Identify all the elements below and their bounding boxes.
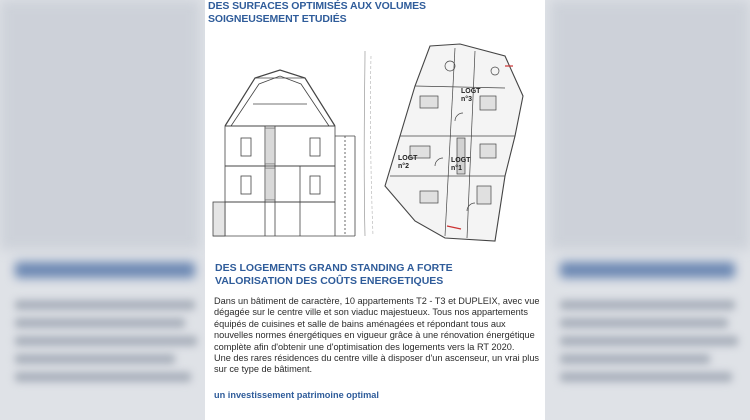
description-paragraph-1: Dans un bâtiment de caractère, 10 appartements T2 - T3 et DUPLEIX, avec vue dégagée sur le centre ville et son viaduc majestueux. Tous nos appartements équipés de cuisines et salle de bains aménagées et répondant tous aux nouvelles normes énergétiques en vigueur grâce à une rénovation énergétique complète afin d'obtenir une d'optimisation des logements vers la RT 2020.: [214, 296, 540, 352]
cross-section-drawing: [213, 70, 355, 236]
plan-label-logt2-a: LOGT: [398, 155, 418, 162]
floor-plan-drawing: [364, 44, 523, 241]
backdrop-text-line: [15, 372, 191, 382]
plan-label-logt1-b: n°1: [451, 165, 462, 172]
section2-heading-line2: VALORISATION DES COÛTS ENERGETIQUES: [215, 275, 444, 287]
backdrop-text-line: [15, 300, 195, 310]
description-paragraph-2: Une des rares résidences du centre ville à disposer d'un ascenseur, un vrai plus sur ce type de bâtiment.: [214, 353, 540, 375]
backdrop-right-image: [550, 0, 750, 250]
backdrop-heading-right: [560, 262, 735, 278]
backdrop-text-line: [560, 336, 738, 346]
section1-heading: [208, 0, 426, 26]
backdrop-text-line: [560, 354, 710, 364]
backdrop-heading-left: [15, 262, 195, 278]
section1-heading-line1: DES SURFACES OPTIMISÉS AUX VOLUMES: [208, 0, 426, 12]
document-page: [205, 0, 545, 420]
section1-heading-line2: SOIGNEUSEMENT ETUDIÉS: [208, 13, 347, 25]
backdrop-text-line: [15, 354, 175, 364]
backdrop-text-line: [15, 336, 197, 346]
backdrop-text-line: [560, 300, 735, 310]
backdrop-text-line: [560, 372, 732, 382]
backdrop-left-image: [0, 0, 200, 250]
backdrop-text-line: [15, 318, 185, 328]
plan-label-logt2-b: n°2: [398, 163, 409, 170]
plan-label-logt1-a: LOGT: [451, 157, 471, 164]
architectural-drawings: [205, 26, 545, 248]
section2-heading: [215, 262, 453, 288]
investment-highlight: un investissement patrimoine optimal: [214, 390, 379, 400]
description-text: [214, 296, 540, 376]
plan-label-logt3-a: LOGT: [461, 88, 481, 95]
backdrop-text-line: [560, 318, 728, 328]
section2-heading-line1: DES LOGEMENTS GRAND STANDING A FORTE: [215, 262, 453, 274]
plan-label-logt3-b: n°3: [461, 96, 472, 103]
